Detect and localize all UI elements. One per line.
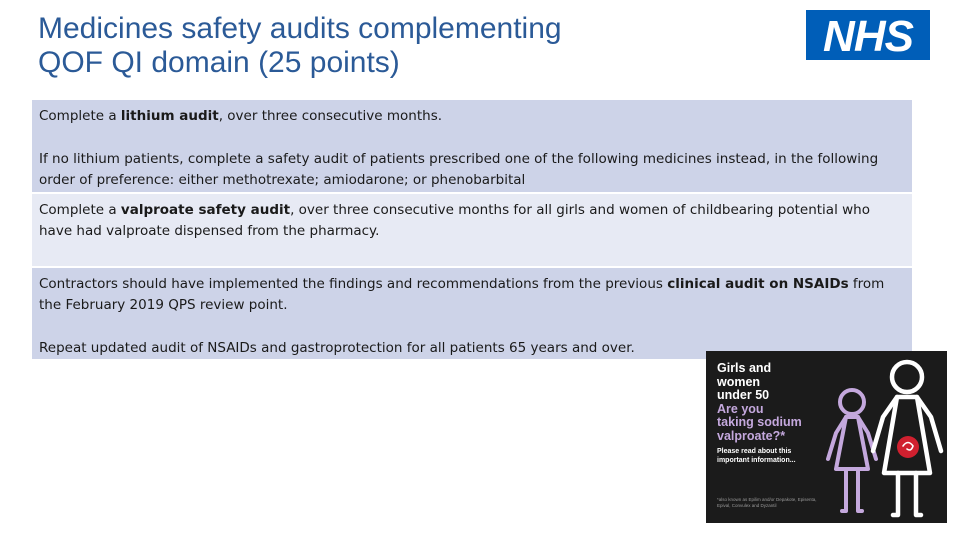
audit-table (32, 100, 912, 359)
nhs-logo (806, 10, 930, 60)
poster-subtext (717, 447, 832, 465)
text-run: from the February 2019 QPS review point. (39, 276, 885, 313)
poster-line: Are you (717, 401, 764, 416)
title-line-1: Medicines safety audits complementing (38, 12, 562, 45)
table-row-lithium (32, 100, 912, 194)
valproate-poster (706, 351, 947, 523)
poster-subtext-line: Please read about this (717, 448, 792, 455)
page-title (38, 12, 738, 80)
text-run: Complete a (39, 202, 121, 218)
row-paragraph (39, 106, 904, 127)
title-line-2: QOF QI domain (25 points) (38, 46, 400, 79)
row-paragraph: Repeat updated audit of NSAIDs and gastroprotection for all patients 65 years and over. (39, 340, 635, 356)
row-paragraph: If no lithium patients, complete a safety audit of patients prescribed one of the following medicines instead, in the following order of preference: either methotrexate; amiodarone; or phenobarbital (39, 151, 879, 188)
row-paragraph (39, 200, 904, 242)
table-row-valproate (32, 194, 912, 268)
text-run: Complete a (39, 108, 121, 124)
poster-headline (717, 362, 832, 465)
table-row-nsaids (32, 268, 912, 359)
poster-line: valproate?* (717, 428, 786, 443)
poster-fine-print: *also known as Epilim and/or Depakote, Episenta, Epival, Convulex and Dyzantil (717, 497, 817, 508)
text-run: Contractors should have implemented the findings and recommendations from the previous (39, 276, 668, 292)
text-run: , over three consecutive months. (218, 108, 443, 124)
poster-line: women (717, 374, 761, 389)
poster-line: taking sodium (717, 415, 802, 429)
poster-line: under 50 (717, 388, 770, 402)
row-paragraph (39, 274, 904, 316)
bold-term: clinical audit on NSAIDs (667, 276, 849, 292)
poster-line: Girls and (717, 361, 772, 375)
bold-term: lithium audit (120, 108, 219, 124)
bold-term: valproate safety audit (120, 202, 291, 218)
girl-figure-icon (828, 390, 876, 511)
pregnancy-icon (897, 436, 919, 458)
nhs-logo-text: NHS (823, 12, 913, 60)
poster-subtext-line: important information... (717, 457, 796, 464)
text-run: , over three consecutive months for all girls and women of childbearing potential who have had valproate dispensed from the pharmacy. (39, 202, 870, 239)
